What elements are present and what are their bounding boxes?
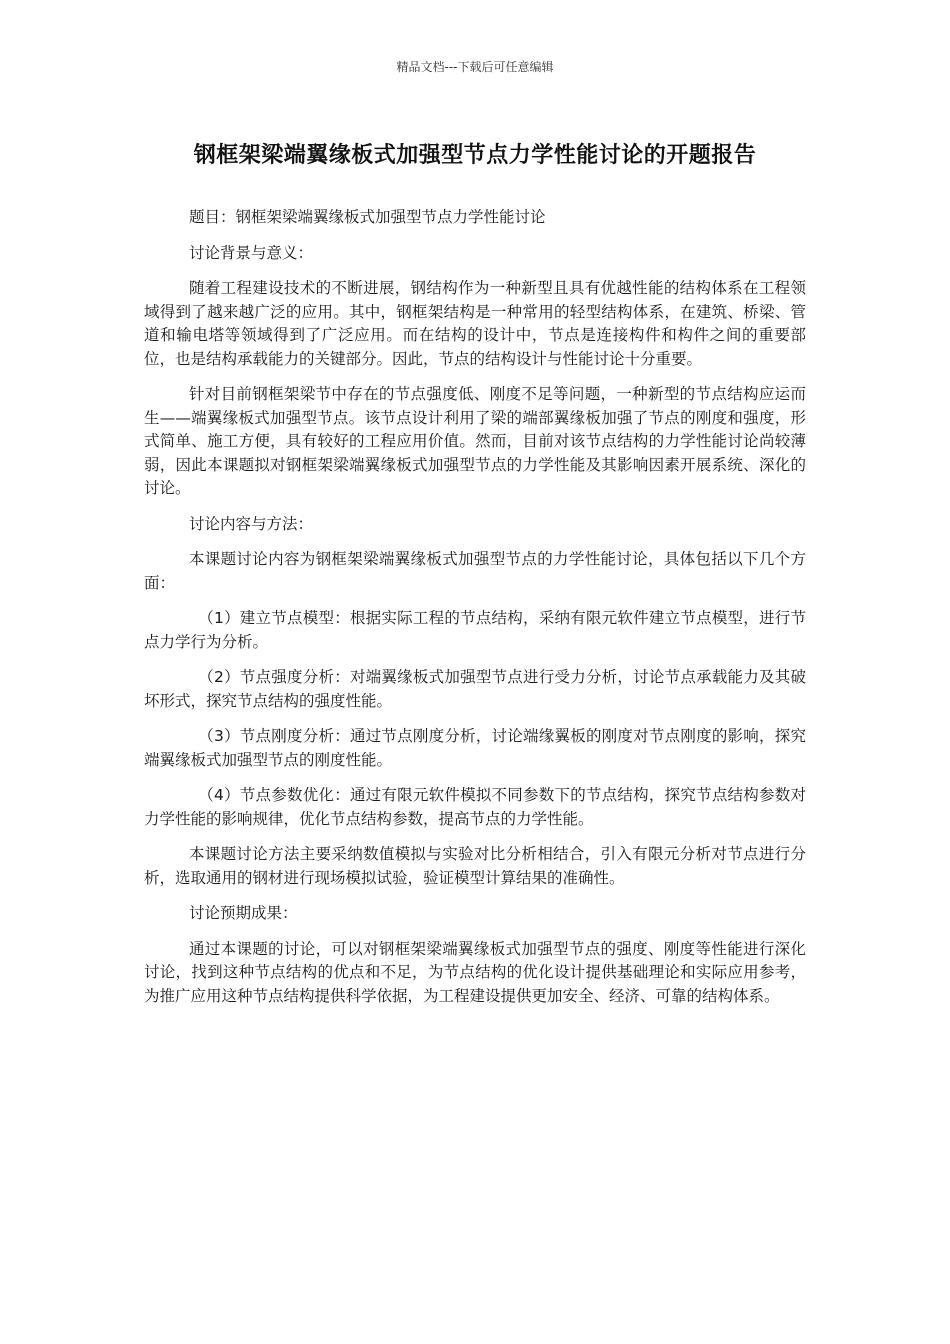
header-note: 精品文档---下载后可任意编辑: [396, 60, 554, 74]
document-body: [144, 206, 806, 1020]
methods-paragraph: 本课题讨论方法主要采纳数值模拟与实验对比分析相结合，引入有限元分析对节点进行分析，选取通用的钢材进行现场模拟试验，验证模型计算结果的准确性。: [144, 845, 806, 887]
content-item-2: （2）节点强度分析：对端翼缘板式加强型节点进行受力分析，讨论节点承载能力及其破坏形式，探究节点结构的强度性能。: [144, 668, 806, 710]
topic-line: 题目：钢框架梁端翼缘板式加强型节点力学性能讨论: [188, 208, 546, 226]
content-item-1: （1）建立节点模型：根据实际工程的节点结构，采纳有限元软件建立节点模型，进行节点力学行为分析。: [144, 609, 806, 651]
background-paragraph-1: 随着工程建设技术的不断进展，钢结构作为一种新型且具有优越性能的结构体系在工程领域得到了越来越广泛的应用。其中，钢框架结构是一种常用的轻型结构体系，在建筑、桥梁、管道和输电塔等领域得到了广泛应用。而在结构的设计中，节点是连接构件和构件之间的重要部位，也是结构承载能力的关键部分。因此，节点的结构设计与性能讨论十分重要。: [144, 279, 806, 368]
content-intro-paragraph: 本课题讨论内容为钢框架梁端翼缘板式加强型节点的力学性能讨论，具体包括以下几个方面：: [144, 550, 806, 592]
expected-results-paragraph: 通过本课题的讨论，可以对钢框架梁端翼缘板式加强型节点的强度、刚度等性能进行深化讨论，找到这种节点结构的优点和不足，为节点结构的优化设计提供基础理论和实际应用参考，为推广应用这种节点结构提供科学依据，为工程建设提供更加安全、经济、可靠的结构体系。: [144, 939, 806, 1005]
section-heading-expected-results: 讨论预期成果：: [188, 904, 298, 922]
section-heading-background: 讨论背景与意义：: [188, 243, 313, 262]
document-title: 钢框架梁端翼缘板式加强型节点力学性能讨论的开题报告: [193, 143, 757, 168]
content-item-3: （3）节点刚度分析：通过节点刚度分析，讨论端缘翼板的刚度对节点刚度的影响，探究端翼缘板式加强型节点的刚度性能。: [144, 727, 806, 769]
content-item-4: （4）节点参数优化：通过有限元软件模拟不同参数下的节点结构，探究节点结构参数对力学性能的影响规律，优化节点结构参数，提高节点的力学性能。: [144, 786, 806, 828]
background-paragraph-2: 针对目前钢框架梁节中存在的节点强度低、刚度不足等问题，一种新型的节点结构应运而生——端翼缘板式加强型节点。该节点设计利用了梁的端部翼缘板加强了节点的刚度和强度，形式简单、施工方便，具有较好的工程应用价值。然而，目前对该节点结构的力学性能讨论尚较薄弱，因此本课题拟对钢框架梁端翼缘板式加强型节点的力学性能及其影响因素开展系统、深化的讨论。: [144, 385, 806, 497]
section-heading-content-methods: 讨论内容与方法：: [188, 514, 313, 533]
